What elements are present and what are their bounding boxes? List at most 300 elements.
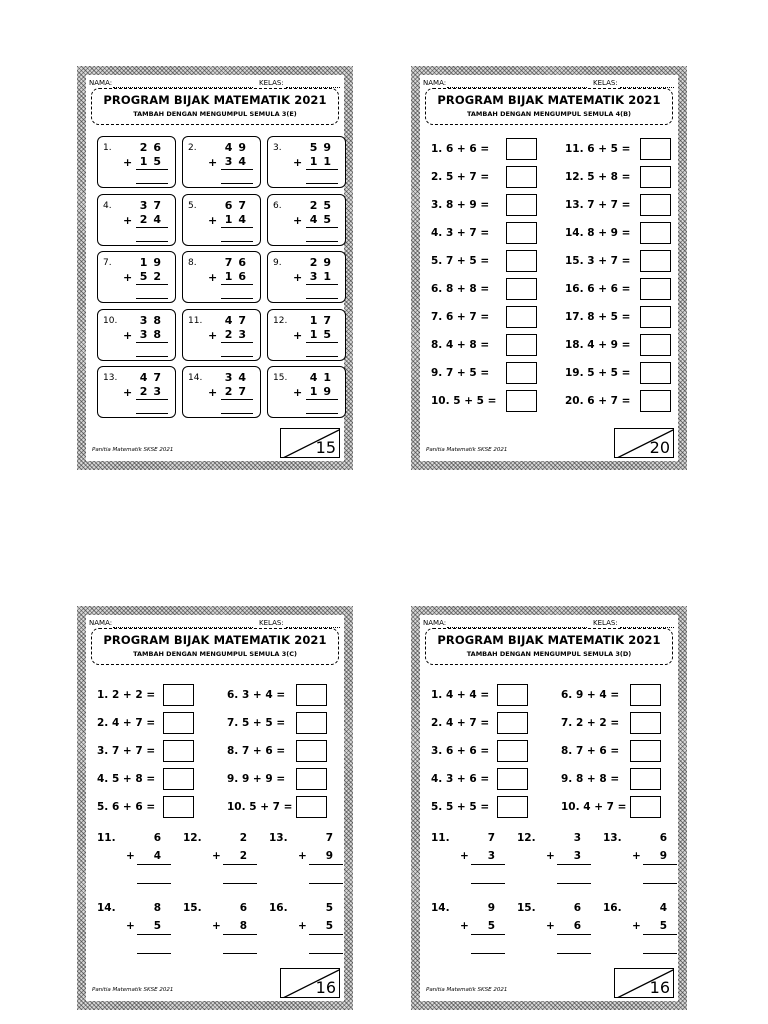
first-addend: 6 [239,902,247,914]
equation: 3. 6 + 6 = [431,745,490,757]
plus-sign: + [460,920,469,932]
answer-line [221,241,253,242]
answer-box[interactable] [630,796,661,818]
question-card [182,309,261,361]
answer-line [306,356,338,357]
second-addend: 19 [309,385,337,398]
worksheet-subtitle: TAMBAH DENGAN MENGUMPUL SEMULA 3(E) [133,110,297,118]
first-addend: 6 [153,832,161,844]
equation: 20. 6 + 7 = [565,395,631,407]
second-addend: 23 [224,327,252,341]
footer-note: Panitia Matematik SKSE 2021 [92,987,174,993]
first-addend: 8 [153,902,161,914]
plus-sign: + [546,920,555,932]
vertical-sum [183,902,257,962]
second-addend: 6 [573,920,581,932]
question-card [267,251,346,303]
equation: 6. 9 + 4 = [561,689,620,701]
name-label: NAMA: [89,79,113,87]
plus-sign: + [123,328,133,342]
program-title: PROGRAM BIJAK MATEMATIK 2021 [103,633,327,647]
answer-line [643,883,677,884]
plus-sign: + [208,156,218,169]
first-addend: 6 [659,832,667,844]
sum-line [221,169,253,170]
question-card [267,309,346,361]
name-label: NAMA: [423,619,447,627]
question-number: 9. [273,258,282,268]
answer-line [223,953,257,954]
score-box [614,968,674,998]
question-card [182,251,261,303]
total-score: 15 [315,438,336,457]
second-addend: 5 [659,920,667,932]
plus-sign: + [123,156,133,169]
plus-sign: + [212,850,221,862]
answer-box[interactable] [640,334,671,356]
plus-sign: + [632,920,641,932]
sum-line [309,934,343,935]
question-card [267,366,346,418]
answer-line [643,953,677,954]
question-number: 12. [183,832,202,844]
equation: 10. 5 + 5 = [431,395,497,407]
question-number: 6. [273,200,282,211]
equation: 10. 5 + 7 = [227,801,293,813]
answer-line [306,241,338,242]
question-number: 11. [188,315,203,326]
sum-line [306,227,338,228]
second-addend: 31 [309,270,337,283]
second-addend: 11 [309,155,337,168]
question-number: 14. [97,902,116,914]
plus-sign: + [126,850,135,862]
header-box [425,628,673,665]
second-addend: 24 [139,212,167,226]
sum-line [223,934,257,935]
sum-line [136,284,168,285]
vertical-sum [603,832,677,892]
total-score: 16 [649,978,670,997]
header-box [91,628,339,665]
answer-line [137,953,171,954]
question-number: 15. [273,373,288,383]
first-addend: 67 [224,198,252,212]
total-score: 16 [315,978,336,997]
vertical-sum [431,832,505,892]
equation: 14. 8 + 9 = [565,227,631,239]
equation: 13. 7 + 7 = [565,199,631,211]
answer-line [309,953,343,954]
equation: 5. 5 + 5 = [431,801,490,813]
worksheet-subtitle: TAMBAH DENGAN MENGUMPUL SEMULA 4(B) [466,110,632,118]
question-number: 1. [103,143,112,153]
worksheet-page [420,615,678,1001]
sum-line [306,399,338,400]
answer-box[interactable] [506,390,537,412]
sum-line [306,284,338,285]
answer-box[interactable] [630,740,661,762]
first-addend: 59 [309,141,337,154]
answer-box[interactable] [296,712,327,734]
equation: 4. 3 + 6 = [431,773,490,785]
sum-line [221,284,253,285]
first-addend: 7 [487,832,495,844]
answer-line [306,183,338,184]
equation: 9. 7 + 5 = [431,367,490,379]
question-card [97,251,176,303]
sum-line [136,342,168,343]
first-addend: 29 [309,256,337,269]
plus-sign: + [293,386,303,399]
answer-line [136,183,168,184]
answer-line [309,883,343,884]
answer-box[interactable] [497,712,528,734]
score-box [614,428,674,458]
sum-line [557,934,591,935]
class-label: KELAS: [593,79,618,87]
question-number: 13. [269,832,288,844]
question-number: 4. [103,200,112,211]
score-box [280,428,340,458]
first-addend: 26 [139,141,167,154]
second-addend: 9 [325,850,333,862]
first-addend: 47 [139,371,167,384]
equation: 4. 3 + 7 = [431,227,490,239]
equation: 2. 5 + 7 = [431,171,490,183]
question-number: 14. [431,902,450,914]
vertical-sum [183,832,257,892]
answer-box[interactable] [640,138,671,160]
answer-box[interactable] [163,796,194,818]
plus-sign: + [123,271,133,284]
second-addend: 15 [139,155,167,168]
answer-box[interactable] [163,768,194,790]
question-number: 11. [431,832,450,844]
worksheet-4 [411,606,687,1010]
equation: 8. 7 + 6 = [227,745,286,757]
question-number: 14. [188,373,203,383]
sum-line [471,934,505,935]
first-addend: 37 [139,198,167,212]
first-addend: 2 [239,832,247,844]
equation: 15. 3 + 7 = [565,255,631,267]
plus-sign: + [298,920,307,932]
name-label: NAMA: [423,79,447,87]
plus-sign: + [208,271,218,284]
class-label: KELAS: [259,619,284,627]
equation: 8. 4 + 8 = [431,339,490,351]
second-addend: 3 [487,850,495,862]
plus-sign: + [208,328,218,342]
answer-box[interactable] [506,138,537,160]
answer-box[interactable] [506,222,537,244]
equation: 2. 4 + 7 = [431,717,490,729]
equation: 3. 8 + 9 = [431,199,490,211]
answer-line [306,298,338,299]
equation: 5. 7 + 5 = [431,255,490,267]
question-number: 5. [188,200,197,211]
worksheet-page [420,75,678,461]
vertical-sum [97,832,171,892]
footer-note: Panitia Matematik SKSE 2021 [92,447,174,453]
equation: 8. 7 + 6 = [561,745,620,757]
vertical-sum [269,832,343,892]
answer-line [557,953,591,954]
second-addend: 45 [309,212,337,226]
question-card [267,136,346,188]
footer-note: Panitia Matematik SKSE 2021 [426,447,508,453]
second-addend: 4 [153,850,161,862]
program-title: PROGRAM BIJAK MATEMATIK 2021 [437,93,661,107]
question-number: 16. [603,902,622,914]
worksheet-subtitle: TAMBAH DENGAN MENGUMPUL SEMULA 3(D) [466,650,632,658]
worksheet-page [86,615,344,1001]
worksheet-subtitle: TAMBAH DENGAN MENGUMPUL SEMULA 3(C) [133,650,297,658]
program-title: PROGRAM BIJAK MATEMATIK 2021 [437,633,661,647]
name-label: NAMA: [89,619,113,627]
equation: 18. 4 + 9 = [565,339,631,351]
answer-box[interactable] [640,306,671,328]
answer-box[interactable] [163,684,194,706]
second-addend: 3 [573,850,581,862]
equation: 7. 5 + 5 = [227,717,286,729]
sum-line [221,399,253,400]
plus-sign: + [293,328,303,342]
answer-box[interactable] [630,712,661,734]
first-addend: 25 [309,198,337,212]
first-addend: 5 [325,902,333,914]
equation: 7. 2 + 2 = [561,717,620,729]
answer-box[interactable] [640,362,671,384]
answer-box[interactable] [506,166,537,188]
equation: 3. 7 + 7 = [97,745,156,757]
first-addend: 41 [309,371,337,384]
first-addend: 4 [659,902,667,914]
answer-line [471,953,505,954]
vertical-sum [517,902,591,962]
second-addend: 9 [659,850,667,862]
answer-box[interactable] [640,222,671,244]
answer-line [221,356,253,357]
score-box [280,968,340,998]
question-number: 15. [183,902,202,914]
equation: 1. 6 + 6 = [431,143,490,155]
worksheet-page [86,75,344,461]
question-number: 12. [517,832,536,844]
second-addend: 38 [139,327,167,341]
second-addend: 2 [239,850,247,862]
question-card [97,194,176,246]
equation: 12. 5 + 8 = [565,171,631,183]
question-number: 12. [273,315,288,326]
equation: 4. 5 + 8 = [97,773,156,785]
answer-box[interactable] [640,194,671,216]
equation: 17. 8 + 5 = [565,311,631,323]
equation: 7. 6 + 7 = [431,311,490,323]
question-number: 13. [103,373,118,383]
answer-box[interactable] [506,334,537,356]
first-addend: 76 [224,256,252,269]
answer-box[interactable] [497,684,528,706]
answer-box[interactable] [296,768,327,790]
second-addend: 23 [139,385,167,398]
plus-sign: + [126,920,135,932]
question-number: 13. [603,832,622,844]
answer-box[interactable] [506,194,537,216]
worksheet-2 [411,66,687,470]
second-addend: 15 [309,327,337,341]
sum-line [137,864,171,865]
equation: 5. 6 + 6 = [97,801,156,813]
equation: 2. 4 + 7 = [97,717,156,729]
vertical-sum [431,902,505,962]
footer-note: Panitia Matematik SKSE 2021 [426,987,508,993]
equation: 1. 4 + 4 = [431,689,490,701]
answer-line [137,883,171,884]
answer-box[interactable] [640,166,671,188]
question-card [97,309,176,361]
vertical-sum [269,902,343,962]
question-number: 8. [188,258,197,268]
worksheet-1 [77,66,353,470]
question-number: 16. [269,902,288,914]
plus-sign: + [123,386,133,399]
sum-line [136,169,168,170]
sum-line [557,864,591,865]
answer-box[interactable] [296,740,327,762]
plus-sign: + [293,213,303,227]
plus-sign: + [460,850,469,862]
worksheet-3 [77,606,353,1010]
equation: 6. 8 + 8 = [431,283,490,295]
answer-box[interactable] [497,740,528,762]
equation: 19. 5 + 5 = [565,367,631,379]
answer-box[interactable] [630,768,661,790]
second-addend: 5 [487,920,495,932]
question-number: 7. [103,258,112,268]
second-addend: 52 [139,270,167,283]
answer-box[interactable] [497,796,528,818]
equation: 9. 8 + 8 = [561,773,620,785]
equation: 10. 4 + 7 = [561,801,627,813]
program-title: PROGRAM BIJAK MATEMATIK 2021 [103,93,327,107]
answer-box[interactable] [506,250,537,272]
answer-box[interactable] [296,796,327,818]
plus-sign: + [632,850,641,862]
equation: 16. 6 + 6 = [565,283,631,295]
sum-line [643,864,677,865]
second-addend: 5 [153,920,161,932]
sum-line [306,169,338,170]
sum-line [471,864,505,865]
answer-box[interactable] [163,712,194,734]
vertical-sum [603,902,677,962]
sum-line [306,342,338,343]
sum-line [136,399,168,400]
second-addend: 34 [224,155,252,168]
first-addend: 7 [325,832,333,844]
total-score: 20 [649,438,670,457]
answer-box[interactable] [640,278,671,300]
equation: 9. 9 + 9 = [227,773,286,785]
answer-box[interactable] [640,390,671,412]
question-card [182,194,261,246]
first-addend: 49 [224,141,252,154]
answer-box[interactable] [640,250,671,272]
second-addend: 5 [325,920,333,932]
vertical-sum [517,832,591,892]
answer-box[interactable] [163,740,194,762]
question-number: 10. [103,315,118,326]
first-addend: 19 [139,256,167,269]
answer-box[interactable] [506,278,537,300]
question-number: 11. [97,832,116,844]
sum-line [136,227,168,228]
answer-line [136,298,168,299]
question-card [182,366,261,418]
question-number: 3. [273,143,282,153]
question-card [97,366,176,418]
answer-box[interactable] [506,362,537,384]
first-addend: 9 [487,902,495,914]
plus-sign: + [208,386,218,399]
plus-sign: + [293,156,303,169]
answer-line [136,356,168,357]
sum-line [643,934,677,935]
second-addend: 8 [239,920,247,932]
sum-line [221,342,253,343]
plus-sign: + [208,213,218,227]
answer-box[interactable] [630,684,661,706]
plus-sign: + [298,850,307,862]
vertical-sum [97,902,171,962]
equation: 1. 2 + 2 = [97,689,156,701]
first-addend: 3 [573,832,581,844]
answer-box[interactable] [296,684,327,706]
sum-line [221,227,253,228]
first-addend: 17 [309,313,337,327]
sum-line [223,864,257,865]
first-addend: 47 [224,313,252,327]
answer-line [306,413,338,414]
class-label: KELAS: [259,79,284,87]
plus-sign: + [293,271,303,284]
answer-line [136,241,168,242]
first-addend: 38 [139,313,167,327]
sum-line [309,864,343,865]
question-card [97,136,176,188]
second-addend: 14 [224,212,252,226]
answer-line [221,298,253,299]
question-card [267,194,346,246]
plus-sign: + [123,213,133,227]
class-label: KELAS: [593,619,618,627]
answer-line [221,183,253,184]
first-addend: 34 [224,371,252,384]
header-box [91,88,339,125]
second-addend: 16 [224,270,252,283]
first-addend: 6 [573,902,581,914]
answer-line [136,413,168,414]
equation: 6. 3 + 4 = [227,689,286,701]
answer-line [223,883,257,884]
answer-box[interactable] [497,768,528,790]
answer-line [557,883,591,884]
answer-line [221,413,253,414]
answer-box[interactable] [506,306,537,328]
question-card [182,136,261,188]
